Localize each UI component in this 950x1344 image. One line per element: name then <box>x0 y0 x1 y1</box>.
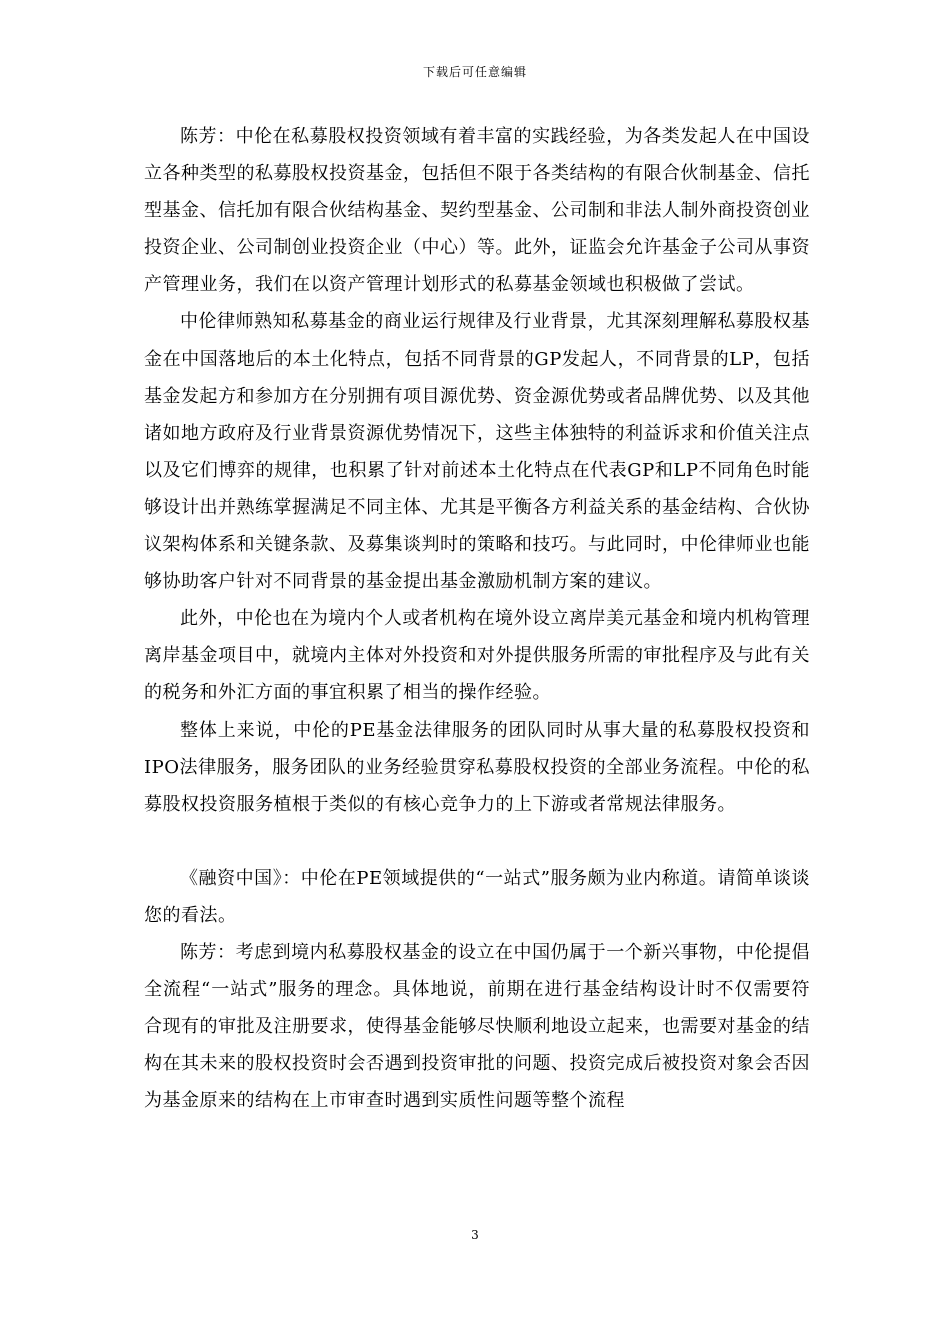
paragraph-overall-summary: 整体上来说，中伦的PE基金法律服务的团队同时从事大量的私募股权投资和IPO法律服务，服务团队的业务经验贯穿私募股权投资的全部业务流程。中伦的私募股权投资服务植根于类似的有核心竞争力的上下游或者常规法律服务。 <box>144 719 810 815</box>
paragraph-answer-one-stop: 陈芳：考虑到境内私募股权基金的设立在中国仍属于一个新兴事物，中伦提倡全流程“一站式”服务的理念。具体地说，前期在进行基金结构设计时不仅需要符合现有的审批及注册要求，使得基金能够尽快顺利地设立起来，也需要对基金的结构在其未来的股权投资时会否遇到投资审批的问题、投资完成后被投资对象会否因为基金原来的结构在上市审查时遇到实质性问题等整个流程 <box>144 941 810 1112</box>
paragraph-offshore-funds: 此外，中伦也在为境内个人或者机构在境外设立离岸美元基金和境内机构管理离岸基金项目中，就境内主体对外投资和对外提供服务所需的审批程序及与此有关的税务和外汇方面的事宜积累了相当的操作经验。 <box>144 608 810 704</box>
paragraph-spacer <box>144 823 810 860</box>
paragraph-lawyers-expertise: 中伦律师熟知私募基金的商业运行规律及行业背景，尤其深刻理解私募股权基金在中国落地后的本土化特点，包括不同背景的GP发起人，不同背景的LP，包括基金发起方和参加方在分别拥有项目源优势、资金源优势或者品牌优势、以及其他诸如地方政府及行业背景资源优势情况下，这些主体独特的利益诉求和价值关注点以及它们博弈的规律，也积累了针对前述本土化特点在代表GP和LP不同角色时能够设计出并熟练掌握满足不同主体、尤其是平衡各方利益关系的基金结构、合伙协议架构体系和关键条款、及募集谈判时的策略和技巧。与此同时，中伦律师业也能够协助客户针对不同背景的基金提出基金激励机制方案的建议。 <box>144 311 810 593</box>
page-number: 3 <box>471 1228 479 1242</box>
paragraph-answer-experience: 陈芳：中伦在私募股权投资领域有着丰富的实践经验，为各类发起人在中国设立各种类型的私募股权投资基金，包括但不限于各类结构的有限合伙制基金、信托型基金、信托加有限合伙结构基金、契约型基金、公司制和非法人制外商投资创业投资企业、公司制创业投资企业（中心）等。此外，证监会允许基金子公司从事资产管理业务，我们在以资产管理计划形式的私募基金领域也积极做了尝试。 <box>144 126 810 296</box>
document-body <box>144 118 810 1119</box>
page-header: 下载后可任意编辑 <box>422 65 527 79</box>
paragraph-interview-question: 《融资中国》：中伦在PE领域提供的“一站式”服务颇为业内称道。请简单谈谈您的看法。 <box>144 867 810 926</box>
